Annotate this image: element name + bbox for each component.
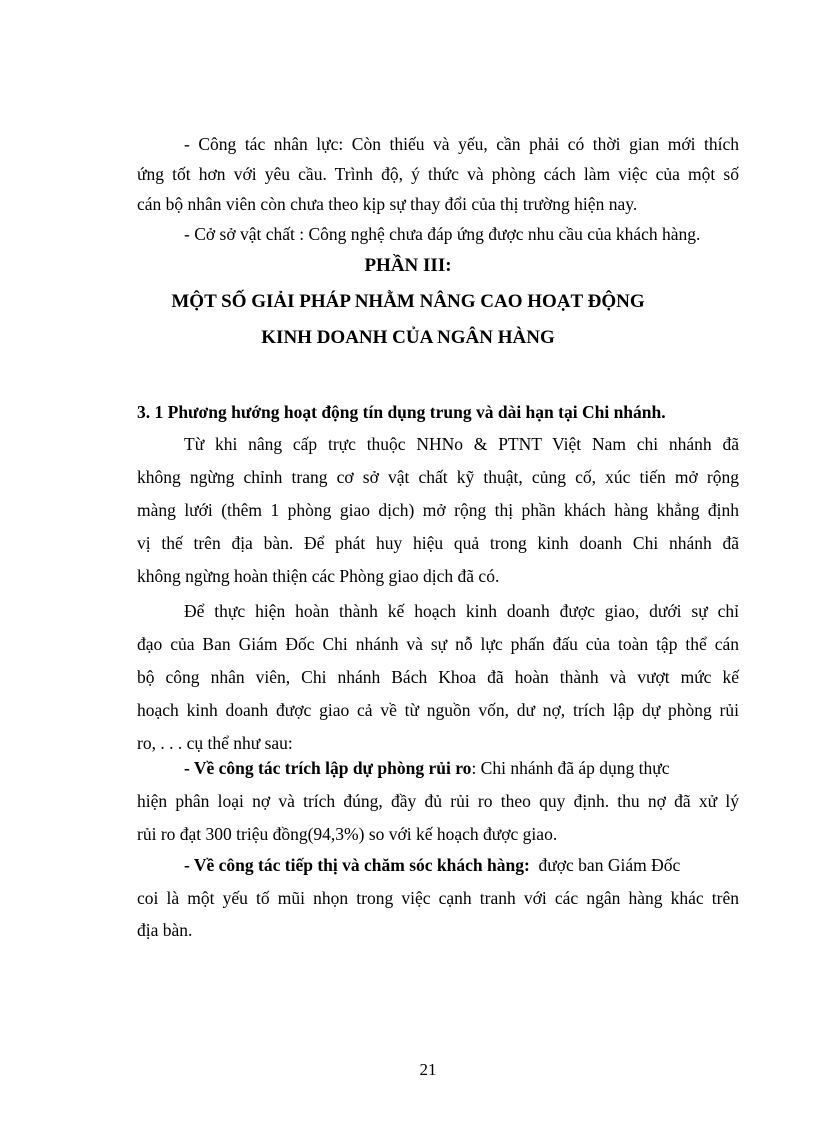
lead-text: được ban Giám Đốc	[529, 855, 681, 875]
paragraph-line: không ngừng chỉnh trang cơ sở vật chất kỹ thuật, củng cố, xúc tiến mở rộng	[137, 467, 739, 487]
paragraph-line: cán bộ nhân viên còn chưa theo kịp sự thay đổi của thị trường hiện nay.	[137, 194, 638, 214]
paragraph-line: địa bàn.	[137, 920, 193, 940]
paragraph-line: bộ công nhân viên, Chi nhánh Bách Khoa đã hoàn thành và vượt mức kế	[137, 667, 739, 687]
page-number: 21	[419, 1060, 437, 1079]
part-title-line-2: KINH DOANH CỦA NGÂN HÀNG	[261, 327, 555, 348]
paragraph-line: ro, . . . cụ thể như sau:	[137, 733, 293, 753]
paragraph-line: ứng tốt hơn với yêu cầu. Trình độ, ý thức và phòng cách làm việc của một số	[137, 164, 739, 184]
paragraph-line: vị thế trên địa bàn. Để phát huy hiệu quả trong kinh doanh Chi nhánh đã	[137, 533, 739, 553]
bold-lead: - Về công tác trích lập dự phòng rủi ro	[184, 758, 472, 778]
paragraph-line: màng lưới (thêm 1 phòng giao dịch) mở rộng thị phần khách hàng khẳng định	[137, 500, 739, 520]
paragraph-line: Để thực hiện hoàn thành kế hoạch kinh doanh được giao, dưới sự chỉ	[184, 601, 739, 621]
paragraph-line: đạo của Ban Giám Đốc Chi nhánh và sự nỗ lực phấn đấu của toàn tập thể cán	[137, 634, 739, 654]
part-label: PHẦN III:	[364, 255, 452, 276]
paragraph-line: hoạch kinh doanh được giao cả về từ nguồn vốn, dư nợ, trích lập dự phòng rủi	[137, 700, 739, 720]
paragraph-line: - Cở sở vật chất : Công nghệ chưa đáp ứng được nhu cầu của khách hàng.	[184, 224, 701, 244]
paragraph-line: không ngừng hoàn thiện các Phòng giao dịch đã có.	[137, 566, 500, 586]
paragraph-line: hiện phân loại nợ và trích đúng, đầy đủ rủi ro theo quy định. thu nợ đã xử lý	[137, 791, 739, 811]
section-heading: 3. 1 Phương hướng hoạt động tín dụng trung và dài hạn tại Chi nhánh.	[137, 402, 666, 422]
paragraph-line: coi là một yếu tố mũi nhọn trong việc cạnh tranh với các ngân hàng khác trên	[137, 888, 739, 908]
paragraph-line: - Công tác nhân lực: Còn thiếu và yếu, cần phải có thời gian mới thích	[184, 134, 739, 154]
bold-lead: - Về công tác tiếp thị và chăm sóc khách hàng:	[184, 855, 530, 875]
part-title-line-1: MỘT SỐ GIẢI PHÁP NHẰM NÂNG CAO HOẠT ĐỘNG	[171, 291, 645, 312]
paragraph-line: rủi ro đạt 300 triệu đồng(94,3%) so với kế hoạch được giao.	[137, 824, 558, 844]
paragraph-line: Từ khi nâng cấp trực thuộc NHNo & PTNT Việt Nam chi nhánh đã	[184, 434, 739, 454]
paragraph-line	[184, 756, 739, 780]
paragraph-line	[184, 853, 680, 877]
lead-text: : Chi nhánh đã áp dụng thực	[471, 758, 670, 778]
